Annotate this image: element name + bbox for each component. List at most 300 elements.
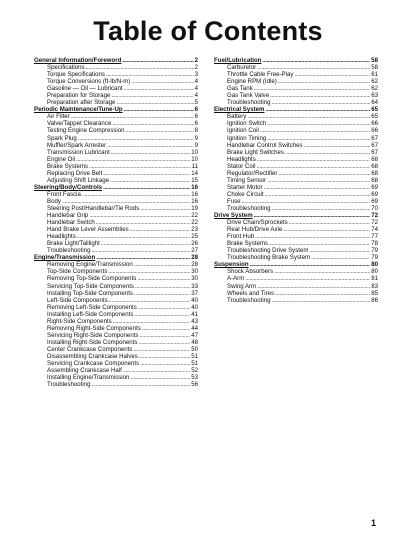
dot-leader: [257, 283, 370, 290]
toc-entry-label: Troubleshooting: [227, 204, 271, 212]
toc-entry-page: 64: [371, 99, 378, 107]
dot-leader: [271, 205, 370, 212]
toc-entry[interactable]: [34, 297, 198, 304]
toc-entry[interactable]: [214, 240, 378, 247]
dot-leader: [135, 283, 190, 290]
toc-entry[interactable]: [214, 170, 378, 177]
toc-entry-label: Right-Side Components: [47, 317, 112, 325]
toc-entry-page: 25: [191, 233, 198, 241]
toc-entry-label: Troubleshooting: [47, 381, 91, 389]
dot-leader: [256, 163, 370, 170]
toc-entry[interactable]: [34, 156, 198, 163]
toc-entry-label: Body: [47, 197, 61, 205]
toc-entry-page: 53: [191, 374, 198, 382]
toc-entry-label: Installing Engine/Transmission: [47, 374, 130, 382]
toc-entry-page: 81: [371, 275, 378, 283]
toc-entry-label: Spark Plug: [47, 134, 77, 142]
toc-entry-page: 4: [194, 78, 198, 86]
toc-entry[interactable]: [34, 78, 198, 85]
dot-leader: [140, 205, 190, 212]
toc-entry-page: 70: [371, 204, 378, 212]
toc-entry[interactable]: [214, 198, 378, 205]
toc-entry-page: 61: [371, 71, 378, 79]
toc-entry-page: 47: [191, 331, 198, 339]
toc-entry-label: Fuel/Lubrication: [214, 57, 262, 64]
toc-entry-label: Disassembling Crankcase Halves: [47, 352, 138, 360]
page-title: Table of Contents: [93, 16, 323, 46]
toc-entry-label: General Information/Foreword: [34, 57, 122, 64]
toc-entry-page: 68: [371, 162, 378, 170]
dot-leader: [124, 106, 194, 113]
dot-leader: [106, 71, 194, 78]
toc-entry-label: Replacing Drive Belt: [47, 169, 103, 177]
toc-entry[interactable]: [34, 135, 198, 142]
toc-entry-page: 16: [191, 197, 198, 205]
toc-entry-page: 83: [371, 282, 378, 290]
toc-section-entry[interactable]: [34, 184, 198, 191]
toc-entry-label: Brake Systems: [227, 240, 268, 248]
toc-entry-page: 72: [371, 212, 378, 220]
toc-entry-label: Top-Side Components: [47, 268, 108, 276]
toc-entry-label: Brake Light Switches: [227, 148, 284, 156]
toc-entry-page: 65: [371, 106, 378, 114]
toc-entry-label: Transmission Lubricant: [47, 148, 110, 156]
toc-entry[interactable]: [214, 233, 378, 240]
toc-entry[interactable]: [214, 149, 378, 156]
toc-entry-label: Engine Oil: [47, 155, 76, 163]
toc-section-entry[interactable]: [34, 254, 198, 261]
dot-leader: [262, 57, 370, 64]
toc-entry[interactable]: [214, 135, 378, 142]
toc-entry-page: 65: [371, 113, 378, 121]
toc-entry[interactable]: [34, 113, 198, 120]
dot-leader: [267, 120, 370, 127]
toc-entry-label: Headlights: [227, 155, 256, 163]
toc-entry-label: Battery: [227, 113, 247, 121]
toc-entry[interactable]: [214, 163, 378, 170]
dot-leader: [134, 311, 190, 318]
toc-entry[interactable]: [214, 71, 378, 78]
toc-entry-page: 68: [371, 155, 378, 163]
toc-entry-label: Removing Left-Side Components: [47, 303, 137, 311]
toc-entry-page: 67: [371, 148, 378, 156]
toc-entry[interactable]: [34, 374, 198, 381]
toc-entry[interactable]: [214, 64, 378, 71]
toc-entry[interactable]: [34, 163, 198, 170]
toc-entry[interactable]: [34, 170, 198, 177]
toc-entry[interactable]: [34, 142, 198, 149]
toc-section-entry[interactable]: [34, 57, 198, 64]
dot-leader: [71, 113, 194, 120]
toc-entry-page: 14: [191, 169, 198, 177]
toc-section-entry[interactable]: [214, 57, 378, 64]
toc-entry-page: 62: [371, 78, 378, 86]
toc-entry-label: Servicing Crankcase Components: [47, 360, 140, 368]
toc-entry[interactable]: [214, 205, 378, 212]
toc-entry-page: 23: [191, 226, 198, 234]
toc-entry-page: 41: [191, 310, 198, 318]
toc-entry-label: Shock Absorbers: [227, 268, 274, 276]
toc-entry-label: Drive System: [214, 212, 253, 220]
dot-leader: [62, 198, 190, 205]
dot-leader: [107, 142, 193, 149]
toc-section-entry[interactable]: [34, 106, 198, 113]
dot-leader: [131, 78, 193, 85]
toc-right-column: [214, 57, 378, 304]
dot-leader: [103, 184, 190, 191]
toc-entry[interactable]: [34, 318, 198, 325]
toc-entry-page: 4: [194, 85, 198, 93]
dot-leader: [257, 156, 370, 163]
toc-entry[interactable]: [34, 191, 198, 198]
toc-entry-page: 26: [191, 240, 198, 248]
dot-leader: [134, 261, 190, 268]
toc-entry-label: Servicing Right-Side Components: [47, 331, 139, 339]
toc-entry[interactable]: [214, 78, 378, 85]
toc-entry-label: Electrical System: [214, 106, 265, 114]
dot-leader: [257, 64, 370, 71]
dot-leader: [254, 85, 371, 92]
toc-entry-label: Ignition Switch: [227, 120, 267, 128]
toc-entry[interactable]: [34, 325, 198, 332]
toc-entry[interactable]: [214, 283, 378, 290]
dot-leader: [140, 360, 190, 367]
toc-entry-page: 67: [371, 134, 378, 142]
dot-leader: [271, 99, 370, 106]
toc-entry[interactable]: [214, 156, 378, 163]
dot-leader: [264, 184, 371, 191]
toc-entry-page: 37: [191, 289, 198, 297]
toc-entry-label: Engine RPM (Idle): [227, 78, 277, 86]
toc-entry-page: 79: [371, 254, 378, 262]
dot-leader: [91, 381, 190, 388]
toc-entry-label: Torque Specifications: [47, 71, 105, 79]
toc-entry-page: 40: [191, 296, 198, 304]
dot-leader: [283, 226, 370, 233]
toc-entry[interactable]: [34, 332, 198, 339]
dot-leader: [139, 353, 190, 360]
toc-entry-page: 66: [371, 127, 378, 135]
toc-entry-label: Regulator/Rectifier: [227, 169, 278, 177]
toc-entry-label: Removing Top-Side Components: [47, 275, 137, 283]
toc-entry-page: 80: [371, 268, 378, 276]
dot-leader: [138, 339, 190, 346]
toc-entry-label: Testing Engine Compression: [47, 127, 125, 135]
dot-leader: [242, 198, 371, 205]
toc-entry-page: 68: [371, 169, 378, 177]
toc-entry-page: 5: [194, 99, 198, 107]
toc-entry[interactable]: [214, 99, 378, 106]
toc-entry-label: Swing Arm: [227, 282, 257, 290]
toc-entry-page: 77: [371, 233, 378, 241]
dot-leader: [91, 247, 190, 254]
toc-entry[interactable]: [214, 92, 378, 99]
toc-entry[interactable]: [214, 113, 378, 120]
toc-entry-page: 28: [191, 261, 198, 269]
toc-entry[interactable]: [34, 311, 198, 318]
dot-leader: [304, 142, 371, 149]
toc-entry[interactable]: [34, 360, 198, 367]
dot-leader: [270, 92, 370, 99]
dot-leader: [96, 254, 190, 261]
toc-entry-page: 52: [191, 367, 198, 375]
toc-entry-label: Troubleshooting Drive System: [227, 247, 309, 255]
dot-leader: [137, 275, 190, 282]
toc-entry-page: 58: [371, 64, 378, 72]
toc-entry-page: 69: [371, 197, 378, 205]
dot-leader: [111, 92, 193, 99]
page-number: 1: [370, 518, 376, 528]
toc-entry-page: 51: [191, 352, 198, 360]
toc-entry-label: Front Fascia: [47, 190, 81, 198]
toc-entry[interactable]: [34, 367, 198, 374]
toc-entry-page: 50: [191, 345, 198, 353]
toc-entry-page: 8: [194, 127, 198, 135]
toc-entry[interactable]: [214, 254, 378, 261]
toc-entry[interactable]: [34, 233, 198, 240]
toc-entry-page: 2: [194, 57, 198, 64]
toc-entry[interactable]: [214, 268, 378, 275]
dot-leader: [271, 297, 370, 304]
dot-leader: [274, 268, 370, 275]
toc-entry-label: Handlebar Grip: [47, 212, 89, 220]
dot-leader: [76, 156, 190, 163]
toc-entry-page: 27: [191, 247, 198, 255]
toc-entry[interactable]: [34, 205, 198, 212]
toc-entry-label: Wheels and Tires: [227, 289, 275, 297]
dot-leader: [278, 78, 370, 85]
dot-leader: [265, 106, 370, 113]
toc-entry-label: Gas Tank Valve: [227, 92, 270, 100]
toc-entry-page: 80: [371, 261, 378, 269]
toc-entry[interactable]: [34, 127, 198, 134]
toc-entry-label: Fuse: [227, 197, 241, 205]
dot-leader: [250, 261, 371, 268]
toc-entry-label: Brake Light/Taillight: [47, 240, 100, 248]
dot-leader: [267, 177, 370, 184]
toc-entry-label: Torque Conversions (ft-lb/N-m): [47, 78, 131, 86]
toc-entry-page: 56: [191, 381, 198, 389]
dot-leader: [267, 135, 370, 142]
toc-entry-label: Adjusting Shift Linkage: [47, 176, 109, 184]
dot-leader: [265, 191, 371, 198]
toc-entry-label: Preparation after Storage: [47, 99, 116, 107]
dot-leader: [123, 367, 190, 374]
dot-leader: [275, 290, 370, 297]
toc-entry[interactable]: [214, 226, 378, 233]
toc-entry[interactable]: [34, 268, 198, 275]
toc-entry-label: Preparation for Storage: [47, 92, 111, 100]
toc-entry-page: 19: [191, 204, 198, 212]
toc-entry-label: Troubleshooting: [227, 99, 271, 107]
toc-entry-page: 11: [191, 162, 198, 170]
toc-entry-page: 3: [194, 71, 198, 79]
toc-entry-page: 6: [194, 106, 198, 114]
dot-leader: [134, 290, 190, 297]
toc-entry-page: 66: [371, 120, 378, 128]
toc-entry-page: 43: [191, 317, 198, 325]
dot-leader: [113, 318, 191, 325]
toc-entry[interactable]: [34, 304, 198, 311]
toc-entry-label: Valve/Tappet Clearance: [47, 120, 112, 128]
toc-entry-label: Starter Motor: [227, 183, 263, 191]
toc-entry-page: 30: [191, 275, 198, 283]
dot-leader: [260, 127, 370, 134]
toc-entry-page: 48: [191, 338, 198, 346]
toc-entry-page: 16: [191, 190, 198, 198]
toc-entry-label: Specifications: [47, 64, 85, 72]
toc-entry[interactable]: [34, 198, 198, 205]
toc-entry-page: 28: [191, 254, 198, 262]
dot-leader: [77, 233, 190, 240]
toc-entry-label: Removing Engine/Transmission: [47, 261, 133, 269]
toc-entry[interactable]: [34, 71, 198, 78]
toc-entry-page: 6: [194, 120, 198, 128]
toc-entry-page: 85: [371, 289, 378, 297]
toc-section-entry[interactable]: [214, 261, 378, 268]
toc-entry[interactable]: [34, 85, 198, 92]
dot-leader: [110, 177, 190, 184]
dot-leader: [89, 212, 190, 219]
toc-entry-page: 62: [371, 85, 378, 93]
toc-entry[interactable]: [34, 212, 198, 219]
toc-entry[interactable]: [34, 177, 198, 184]
dot-leader: [103, 170, 190, 177]
toc-entry-label: Handlebar Switch: [47, 219, 95, 227]
toc-entry-label: Periodic Maintenance/Tune-Up: [34, 106, 123, 114]
toc-entry-page: 16: [191, 183, 198, 191]
dot-leader: [255, 233, 370, 240]
toc-entry-label: Steering Post/Handlebar/Tie Rods: [47, 204, 140, 212]
toc-entry-label: Center Crankcase Components: [47, 345, 133, 353]
toc-entry[interactable]: [34, 247, 198, 254]
toc-entry-label: Gasoline — Oil — Lubricant: [47, 85, 123, 93]
dot-leader: [111, 149, 190, 156]
toc-entry-page: 22: [191, 212, 198, 220]
toc-entry[interactable]: [34, 339, 198, 346]
toc-entry[interactable]: [214, 191, 378, 198]
toc-entry[interactable]: [34, 99, 198, 106]
toc-entry-page: 72: [371, 219, 378, 227]
toc-entry-label: Suspension: [214, 261, 249, 269]
toc-entry-label: Rear Hub/Drive Axle: [227, 226, 283, 234]
toc-entry-page: 69: [371, 190, 378, 198]
toc-entry-page: 58: [371, 57, 378, 64]
toc-entry[interactable]: [34, 381, 198, 388]
dot-leader: [294, 71, 370, 78]
toc-entry[interactable]: [34, 226, 198, 233]
toc-entry-label: Carburetor: [227, 64, 257, 72]
dot-leader: [112, 120, 193, 127]
dot-leader: [130, 226, 191, 233]
toc-entry[interactable]: [34, 240, 198, 247]
toc-entry-page: 2: [194, 64, 198, 72]
toc-entry-label: Engine/Transmission: [34, 254, 96, 262]
dot-leader: [142, 325, 190, 332]
toc-entry[interactable]: [34, 64, 198, 71]
toc-entry[interactable]: [34, 92, 198, 99]
toc-entry-page: 86: [371, 296, 378, 304]
toc-entry-page: 67: [371, 141, 378, 149]
toc-entry-page: 22: [191, 219, 198, 227]
toc-entry-page: 10: [191, 148, 198, 156]
dot-leader: [254, 212, 371, 219]
dot-leader: [130, 374, 190, 381]
toc-entry-label: Installing Right-Side Components: [47, 338, 138, 346]
toc-entry-page: 68: [371, 176, 378, 184]
dot-leader: [86, 64, 194, 71]
toc-entry-label: Left-Side Components: [47, 296, 108, 304]
dot-leader: [245, 275, 370, 282]
toc-entry[interactable]: [214, 275, 378, 282]
toc-entry-label: Servicing Top-Side Components: [47, 282, 134, 290]
dot-leader: [124, 85, 194, 92]
dot-leader: [126, 127, 194, 134]
dot-leader: [269, 240, 370, 247]
toc-entry[interactable]: [214, 142, 378, 149]
toc-entry[interactable]: [34, 261, 198, 268]
toc-entry[interactable]: [34, 219, 198, 226]
dot-leader: [122, 57, 193, 64]
toc-entry-label: Air Filter: [47, 113, 70, 121]
toc-entry[interactable]: [34, 120, 198, 127]
dot-leader: [78, 135, 194, 142]
toc-entry-page: 6: [194, 113, 198, 121]
toc-entry[interactable]: [214, 247, 378, 254]
dot-leader: [285, 149, 370, 156]
toc-entry[interactable]: [214, 127, 378, 134]
toc-entry-page: 9: [194, 134, 198, 142]
toc-entry[interactable]: [214, 290, 378, 297]
toc-entry[interactable]: [34, 275, 198, 282]
dot-leader: [278, 170, 370, 177]
toc-entry[interactable]: [34, 346, 198, 353]
dot-leader: [133, 346, 190, 353]
toc-entry[interactable]: [34, 290, 198, 297]
toc-entry-label: Drive Chain/Sprockets: [227, 219, 288, 227]
toc-entry-label: Muffler/Spark Arrester: [47, 141, 107, 149]
toc-section-entry[interactable]: [214, 212, 378, 219]
toc-entry[interactable]: [214, 219, 378, 226]
dot-leader: [89, 163, 191, 170]
toc-entry[interactable]: [214, 120, 378, 127]
dot-leader: [101, 240, 190, 247]
toc-entry-label: Choke Circuit: [227, 190, 264, 198]
toc-entry-label: Hand Brake Lever Assemblies: [47, 226, 129, 234]
toc-entry-label: Gas Tank: [227, 85, 253, 93]
toc-entry[interactable]: [34, 353, 198, 360]
toc-entry-label: A-Arm: [227, 275, 245, 283]
toc-entry-label: Ignition Coil: [227, 127, 259, 135]
dot-leader: [309, 247, 370, 254]
toc-entry[interactable]: [214, 297, 378, 304]
toc-entry-page: 40: [191, 303, 198, 311]
toc-section-entry[interactable]: [214, 106, 378, 113]
toc-left-column: [34, 57, 198, 388]
toc-entry[interactable]: [214, 85, 378, 92]
dot-leader: [96, 219, 190, 226]
toc-entry-label: Installing Left-Side Components: [47, 310, 134, 318]
toc-entry[interactable]: [34, 149, 198, 156]
toc-entry[interactable]: [214, 184, 378, 191]
toc-entry[interactable]: [214, 177, 378, 184]
toc-entry[interactable]: [34, 283, 198, 290]
toc-entry-label: Troubleshooting: [227, 296, 271, 304]
toc-entry-page: 44: [191, 324, 198, 332]
toc-entry-label: Front Hub: [227, 233, 255, 241]
toc-entry-label: Installing Top-Side Components: [47, 289, 133, 297]
toc-entry-page: 9: [194, 141, 198, 149]
